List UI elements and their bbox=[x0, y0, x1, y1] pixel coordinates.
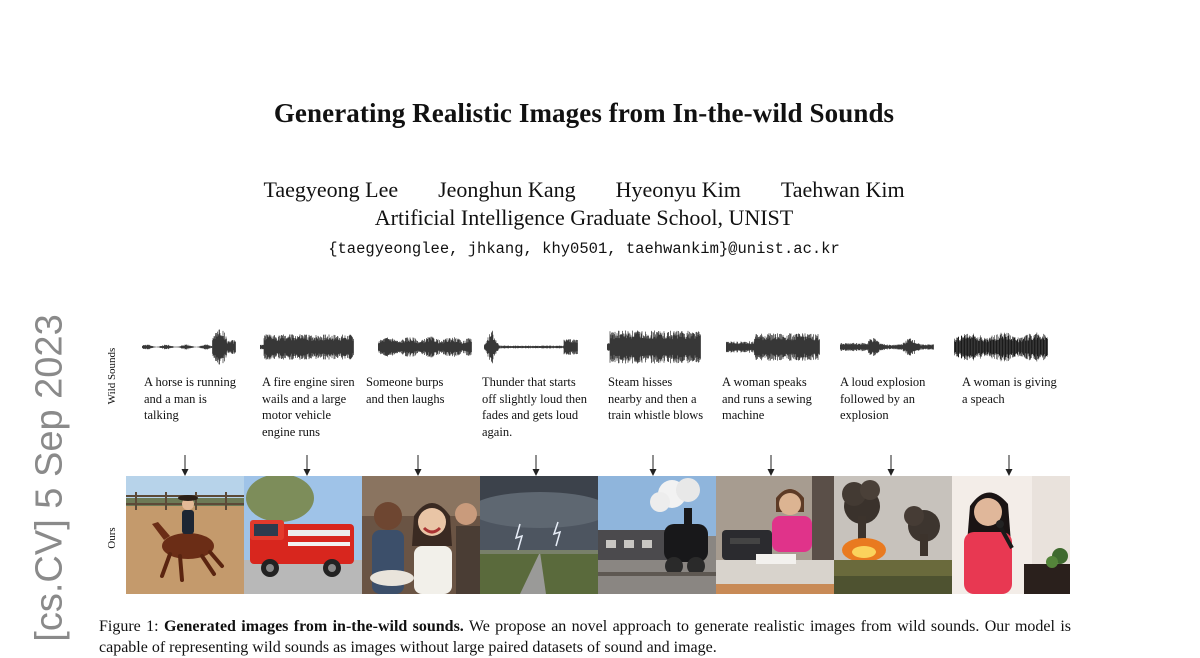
down-arrow-icon bbox=[413, 455, 423, 477]
generated-image-thunderstorm bbox=[480, 476, 598, 594]
sound-caption: Someone burps and then laughs bbox=[366, 375, 445, 406]
waveform bbox=[726, 326, 820, 368]
down-arrow-icon bbox=[531, 455, 541, 477]
generated-image-steam-train bbox=[598, 476, 716, 594]
author-name: Hyeonyu Kim bbox=[615, 177, 741, 202]
author-name: Taegyeong Lee bbox=[263, 177, 399, 202]
sound-caption: A fire engine siren wails and a large motor vehicle engine runs bbox=[262, 375, 355, 439]
sound-caption: Steam hisses nearby and then a train whistle blows bbox=[608, 375, 704, 422]
down-arrow-icon bbox=[766, 455, 776, 477]
figure-caption-text: We propose an novel approach to generate realistic images from wild sounds. Our model is capable of representing wild sounds as images without large paired datasets of sound and image. bbox=[99, 618, 1072, 656]
sound-caption: A horse is running and a man is talking bbox=[144, 375, 237, 422]
sound-caption: A loud explosion followed by an explosion bbox=[840, 375, 926, 422]
figure-caption bbox=[99, 616, 1071, 658]
generated-image-laughing-people bbox=[362, 476, 480, 594]
waveform bbox=[484, 326, 578, 368]
sound-caption: Thunder that starts off slightly loud then fades and gets loud again. bbox=[482, 375, 587, 439]
waveform bbox=[840, 326, 934, 368]
figure-caption-label: Figure 1: bbox=[99, 618, 159, 635]
author-emails: {taegyeonglee, jhkang, khy0501, taehwankim}@unist.ac.kr bbox=[328, 240, 840, 258]
down-arrow-icon bbox=[648, 455, 658, 477]
author-name: Taehwan Kim bbox=[780, 177, 905, 202]
author-name: Jeonghun Kang bbox=[438, 177, 576, 202]
down-arrow-icon bbox=[886, 455, 896, 477]
waveform bbox=[954, 326, 1048, 368]
row-label-ours: Ours bbox=[106, 527, 118, 549]
generated-image-woman-sewing bbox=[716, 476, 834, 594]
down-arrow-icon bbox=[180, 455, 190, 477]
generated-image-explosion bbox=[834, 476, 952, 594]
author-list bbox=[0, 177, 1168, 203]
row-label-wild-sounds: Wild Sounds bbox=[106, 347, 118, 405]
waveform bbox=[607, 326, 701, 368]
waveform bbox=[260, 326, 354, 368]
generated-image-fire-engine bbox=[244, 476, 362, 594]
sound-caption: A woman speaks and runs a sewing machine bbox=[722, 375, 812, 422]
affiliation: Artificial Intelligence Graduate School, UNIST bbox=[374, 205, 794, 230]
waveform bbox=[142, 326, 236, 368]
figure-caption-bold: Generated images from in-the-wild sounds. bbox=[163, 618, 464, 635]
waveform bbox=[378, 326, 472, 368]
down-arrow-icon bbox=[302, 455, 312, 477]
generated-image-woman-speaking bbox=[952, 476, 1070, 594]
sound-caption: A woman is giving a speach bbox=[962, 375, 1057, 406]
down-arrow-icon bbox=[1004, 455, 1014, 477]
generated-image-horse bbox=[126, 476, 244, 594]
paper-title: Generating Realistic Images from In-the-wild Sounds bbox=[273, 98, 895, 128]
arxiv-stamp: [cs.CV] 5 Sep 2023 bbox=[28, 314, 71, 642]
